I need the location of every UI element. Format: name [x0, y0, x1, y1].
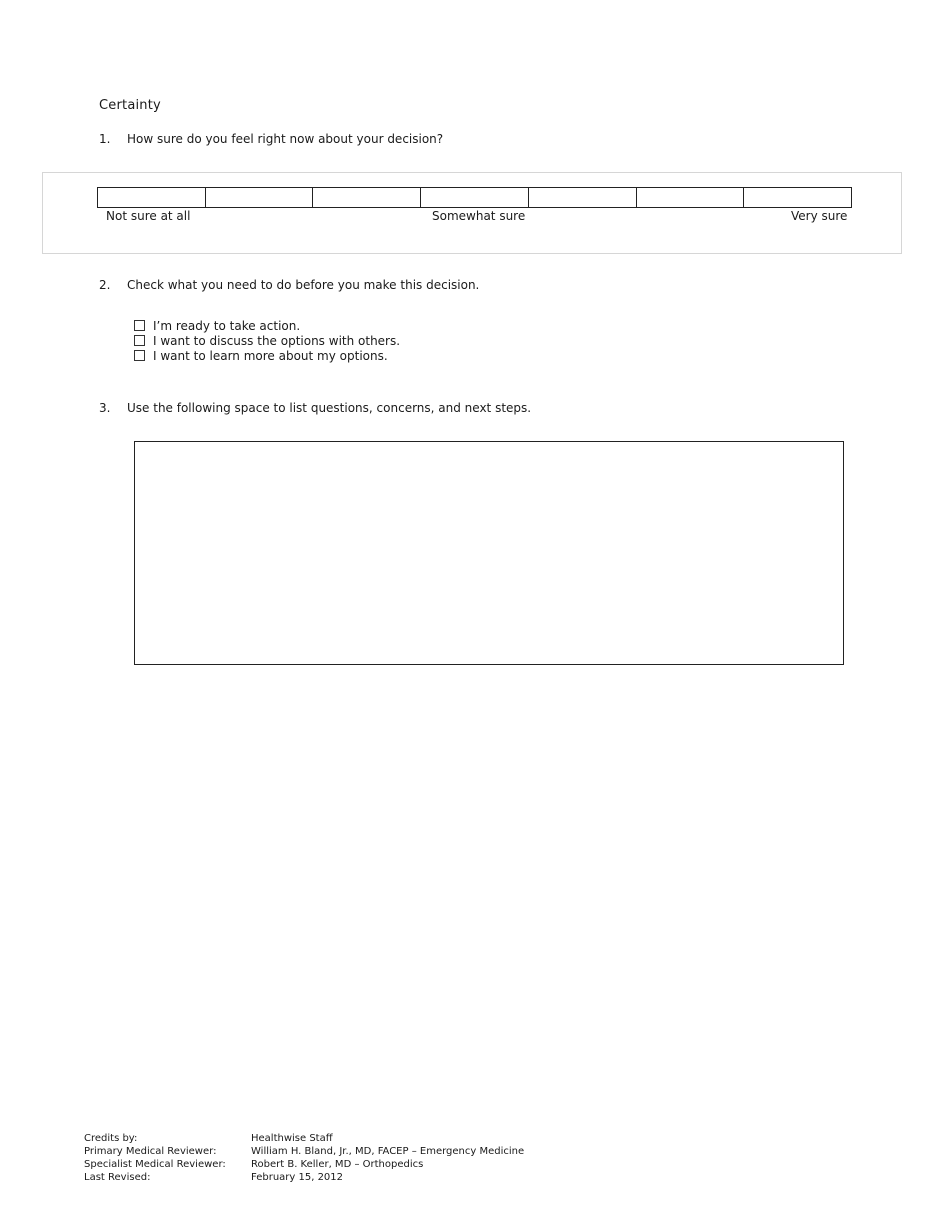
- scale-option-7[interactable]: [744, 188, 851, 207]
- decision-checklist: [134, 318, 400, 363]
- question-1: [99, 132, 443, 146]
- checklist-label: I want to learn more about my options.: [153, 348, 388, 363]
- credit-row: [84, 1132, 524, 1145]
- question-2-number: 2.: [99, 278, 111, 292]
- scale-option-4[interactable]: [421, 188, 529, 207]
- credit-key: Specialist Medical Reviewer:: [84, 1159, 226, 1170]
- credit-value: William H. Bland, Jr., MD, FACEP – Emergency Medicine: [251, 1146, 525, 1157]
- checklist-label: I’m ready to take action.: [153, 318, 301, 333]
- scale-option-3[interactable]: [313, 188, 421, 207]
- credits-block: [84, 1132, 524, 1184]
- credit-row: [84, 1158, 524, 1171]
- checkbox-ready[interactable]: [134, 320, 145, 331]
- question-3-text: Use the following space to list questions, concerns, and next steps.: [127, 401, 532, 415]
- scale-mid-label: Somewhat sure: [432, 209, 526, 223]
- question-1-number: 1.: [99, 132, 111, 146]
- question-3: [99, 401, 531, 415]
- credit-row: [84, 1145, 524, 1158]
- notes-input[interactable]: [135, 442, 843, 664]
- checkbox-discuss[interactable]: [134, 335, 145, 346]
- credit-value: February 15, 2012: [251, 1172, 344, 1183]
- credit-key: Last Revised:: [84, 1172, 151, 1183]
- checklist-item[interactable]: [134, 318, 400, 333]
- credit-row: [84, 1171, 524, 1184]
- checklist-label: I want to discuss the options with others.: [153, 333, 401, 348]
- certainty-scale: [97, 187, 852, 208]
- question-2-text: Check what you need to do before you make this decision.: [127, 278, 480, 292]
- scale-option-2[interactable]: [206, 188, 314, 207]
- credit-value: Healthwise Staff: [251, 1133, 333, 1144]
- checkbox-learn-more[interactable]: [134, 350, 145, 361]
- checklist-item[interactable]: [134, 333, 400, 348]
- credit-value: Robert B. Keller, MD – Orthopedics: [251, 1159, 424, 1170]
- scale-option-5[interactable]: [529, 188, 637, 207]
- scale-option-6[interactable]: [637, 188, 745, 207]
- section-title: Certainty: [99, 98, 161, 113]
- notes-box: [134, 441, 844, 665]
- scale-high-label: Very sure: [791, 209, 848, 223]
- scale-option-1[interactable]: [98, 188, 206, 207]
- checklist-item[interactable]: [134, 348, 400, 363]
- question-3-number: 3.: [99, 401, 111, 415]
- credit-key: Primary Medical Reviewer:: [84, 1146, 217, 1157]
- scale-low-label: Not sure at all: [106, 209, 191, 223]
- credit-key: Credits by:: [84, 1133, 138, 1144]
- question-1-text: How sure do you feel right now about your decision?: [127, 132, 444, 146]
- question-2: [99, 278, 479, 292]
